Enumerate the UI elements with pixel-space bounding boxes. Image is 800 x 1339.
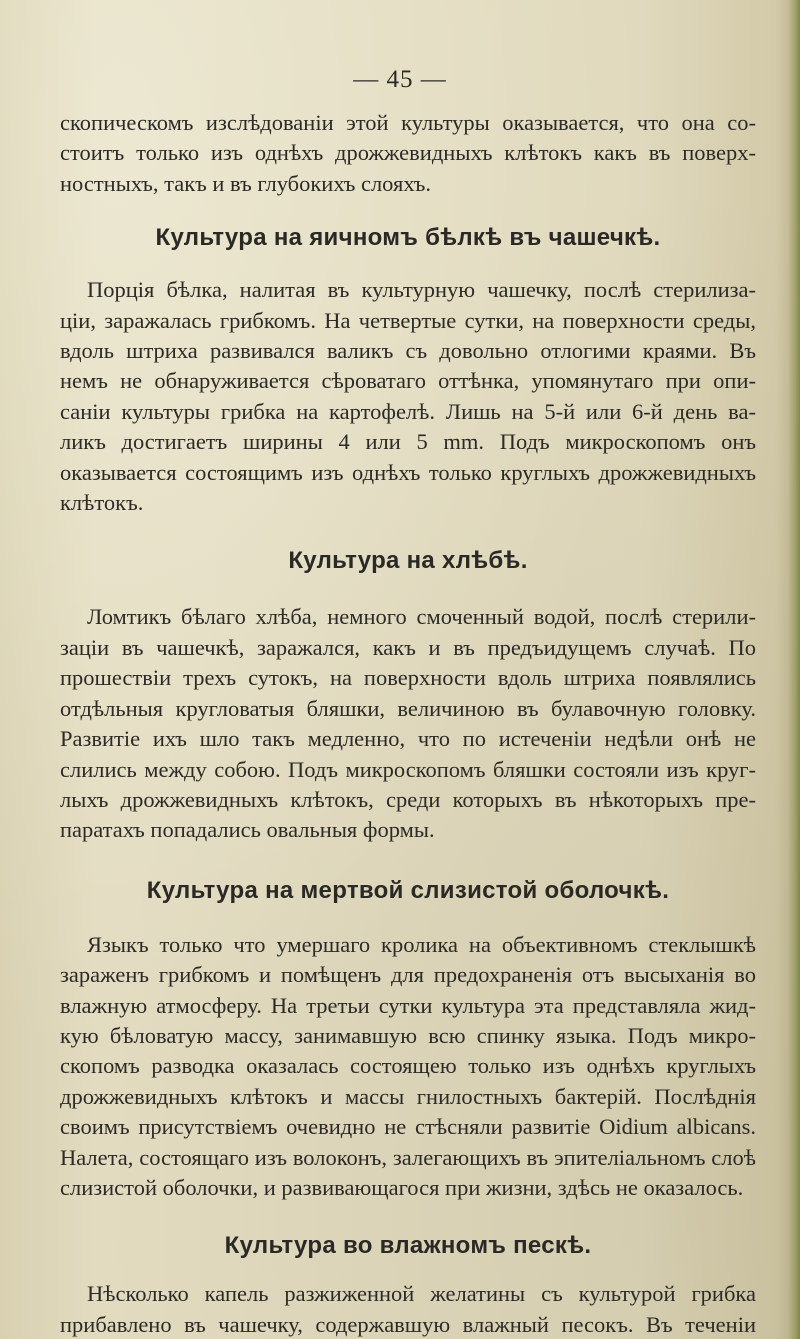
text-line: ностныхъ, такъ и въ глубокихъ слояхъ. bbox=[60, 170, 432, 196]
text-line: заціи въ чашечкѣ, заражался, какъ и въ предъидущемъ случаѣ. По bbox=[60, 634, 756, 660]
page-content bbox=[60, 108, 756, 1339]
text-line: зараженъ грибкомъ и помѣщенъ для предохраненія отъ высыханія во bbox=[60, 962, 756, 988]
text-line: стоитъ только изъ однѣхъ дрожжевидныхъ клѣтокъ какъ въ поверх- bbox=[60, 140, 756, 166]
paragraph-mucous-membrane bbox=[60, 930, 756, 1204]
section-heading-wet-sand: Культура во влажномъ пескѣ. bbox=[224, 1232, 592, 1260]
text-line: отдѣльныя кругловатыя бляшки, величиною въ булавочную головку. bbox=[60, 695, 756, 721]
text-line: Порція бѣлка, налитая въ культурную чашечку, послѣ стерилиза- bbox=[87, 277, 756, 303]
text-line: влажную атмосферу. На третьи сутки культура эта представляла жид- bbox=[60, 992, 756, 1018]
page-number: — 45 — bbox=[353, 66, 447, 93]
text-line: немъ не обнаруживается сѣроватаго оттѣнка, упомянутаго при опи- bbox=[60, 368, 756, 394]
text-line: прошествіи трехъ сутокъ, на поверхности вдоль штриха появлялись bbox=[60, 665, 756, 691]
text-line: паратахъ попадались овальныя формы. bbox=[60, 817, 435, 843]
text-line: Ломтикъ бѣлаго хлѣба, немного смоченный водой, послѣ стерили- bbox=[87, 604, 756, 630]
text-line: слились между собою. Подъ микроскопомъ бляшки состояли изъ круг- bbox=[60, 756, 756, 782]
text-line: слизистой оболочки, и развивающагося при жизни, здѣсь не оказалось. bbox=[60, 1174, 744, 1200]
page-edge-shadow bbox=[788, 0, 800, 1339]
text-line: Развитіе ихъ шло такъ медленно, что по истеченіи недѣли онѣ не bbox=[60, 726, 756, 752]
paragraph-egg-white bbox=[60, 275, 756, 518]
section-heading-bread: Культура на хлѣбѣ. bbox=[288, 547, 528, 575]
paragraph-continuation bbox=[60, 108, 756, 199]
text-line: Нѣсколько капель разжиженной желатины съ культурой грибка bbox=[87, 1281, 756, 1307]
text-line: скопомъ разводка оказалась состоящею только изъ однѣхъ круглыхъ bbox=[60, 1053, 756, 1079]
paragraph-wet-sand bbox=[60, 1279, 756, 1339]
text-line: вдоль штриха развивался валикъ съ довольно отлогими краями. Въ bbox=[60, 338, 756, 364]
text-line: Языкъ только что умершаго кролика на объективномъ стеклышкѣ bbox=[87, 931, 756, 957]
text-line: лыхъ дрожжевидныхъ клѣтокъ, среди которыхъ въ нѣкоторыхъ пре- bbox=[60, 786, 756, 812]
text-line: своимъ присутствіемъ очевидно не стѣсняли развитіе Oidium albicans. bbox=[60, 1114, 756, 1140]
text-line: кую бѣловатую массу, занимавшую всю спинку языка. Подъ микро- bbox=[60, 1022, 756, 1048]
text-line: Налета, состоящаго изъ волоконъ, залегающихъ въ эпителіальномъ слоѣ bbox=[60, 1144, 756, 1170]
text-line: саніи культуры грибка на картофелѣ. Лишь на 5-й или 6-й день ва- bbox=[60, 398, 756, 424]
text-line: клѣтокъ. bbox=[60, 490, 144, 516]
text-line: ціи, заражалась грибкомъ. На четвертые сутки, на поверхности среды, bbox=[60, 307, 756, 333]
section-heading-egg-white: Культура на яичномъ бѣлкѣ въ чашечкѣ. bbox=[155, 224, 661, 252]
text-line: скопическомъ изслѣдованіи этой культуры оказывается, что она со- bbox=[60, 110, 756, 135]
text-line: прибавлено въ чашечку, содержавшую влажный песокъ. Въ теченіи bbox=[60, 1311, 756, 1337]
section-heading-mucous-membrane: Культура на мертвой слизистой оболочкѣ. bbox=[146, 876, 670, 904]
text-line: дрожжевидныхъ клѣтокъ и массы гнилостныхъ бактерій. Послѣднія bbox=[60, 1083, 756, 1109]
text-line: оказывается состоящимъ изъ однѣхъ только круглыхъ дрожжевидныхъ bbox=[60, 459, 756, 485]
text-line: ликъ достигаетъ ширины 4 или 5 mm. Подъ микроскопомъ онъ bbox=[60, 429, 756, 455]
paragraph-bread bbox=[60, 602, 756, 845]
